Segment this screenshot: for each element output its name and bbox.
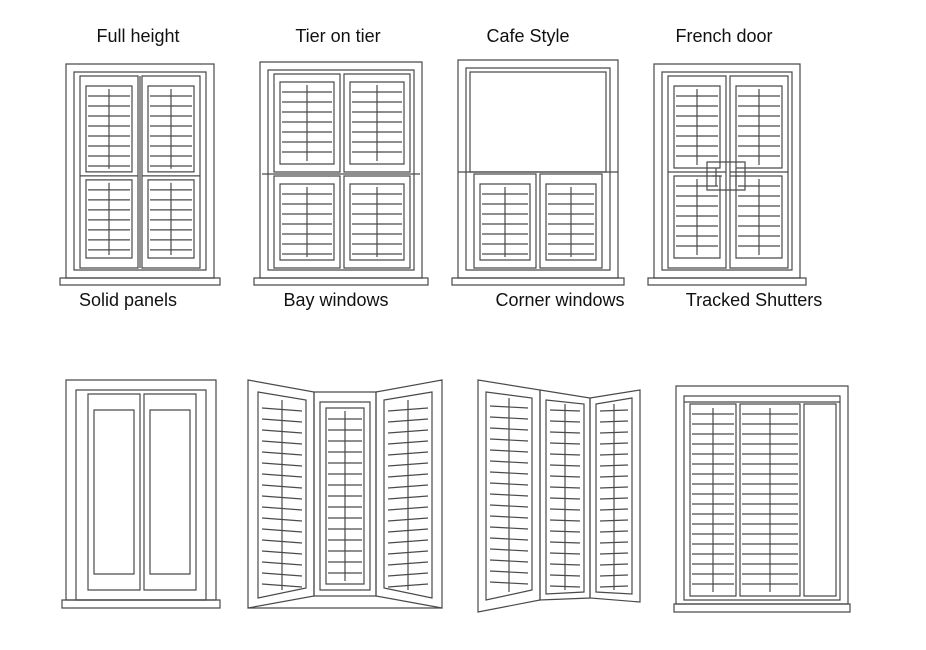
shutter-tracked (674, 386, 850, 612)
shutter-tier-on-tier (254, 62, 428, 285)
shutter-french-door (648, 64, 806, 285)
label-corner-windows: Corner windows (495, 290, 625, 310)
shutter-bay-windows (248, 380, 442, 608)
window-sill (62, 600, 220, 608)
label-tier-on-tier: Tier on tier (295, 26, 381, 46)
glass-pane (470, 72, 606, 172)
window-reveal (466, 68, 610, 270)
label-cafe-style: Cafe Style (486, 26, 570, 46)
label-solid-panels: Solid panels (78, 290, 178, 310)
window-frame (260, 62, 422, 278)
window-sill (674, 604, 850, 612)
window-frame (676, 386, 848, 604)
shutter-cafe-style (452, 60, 624, 285)
label-french-door: French door (675, 26, 773, 46)
solid-panel (88, 394, 140, 590)
shutter-panel-open (804, 404, 836, 596)
window-sill (452, 278, 624, 285)
solid-panel-inset (94, 410, 134, 574)
window-reveal (268, 70, 414, 270)
window-frame (458, 60, 618, 278)
label-full-height: Full height (96, 26, 180, 46)
solid-panel (144, 394, 196, 590)
window-sill (648, 278, 806, 285)
label-bay-windows: Bay windows (283, 290, 389, 310)
shutter-solid-panels (62, 380, 220, 608)
window-sill (60, 278, 220, 285)
solid-panel-inset (150, 410, 190, 574)
shutter-corner-windows (478, 380, 640, 612)
window-reveal (76, 390, 206, 600)
label-tracked-shutters: Tracked Shutters (685, 290, 823, 310)
window-sill (254, 278, 428, 285)
window-reveal (662, 72, 792, 270)
window-reveal (684, 396, 840, 600)
shutter-full-height (60, 64, 220, 285)
